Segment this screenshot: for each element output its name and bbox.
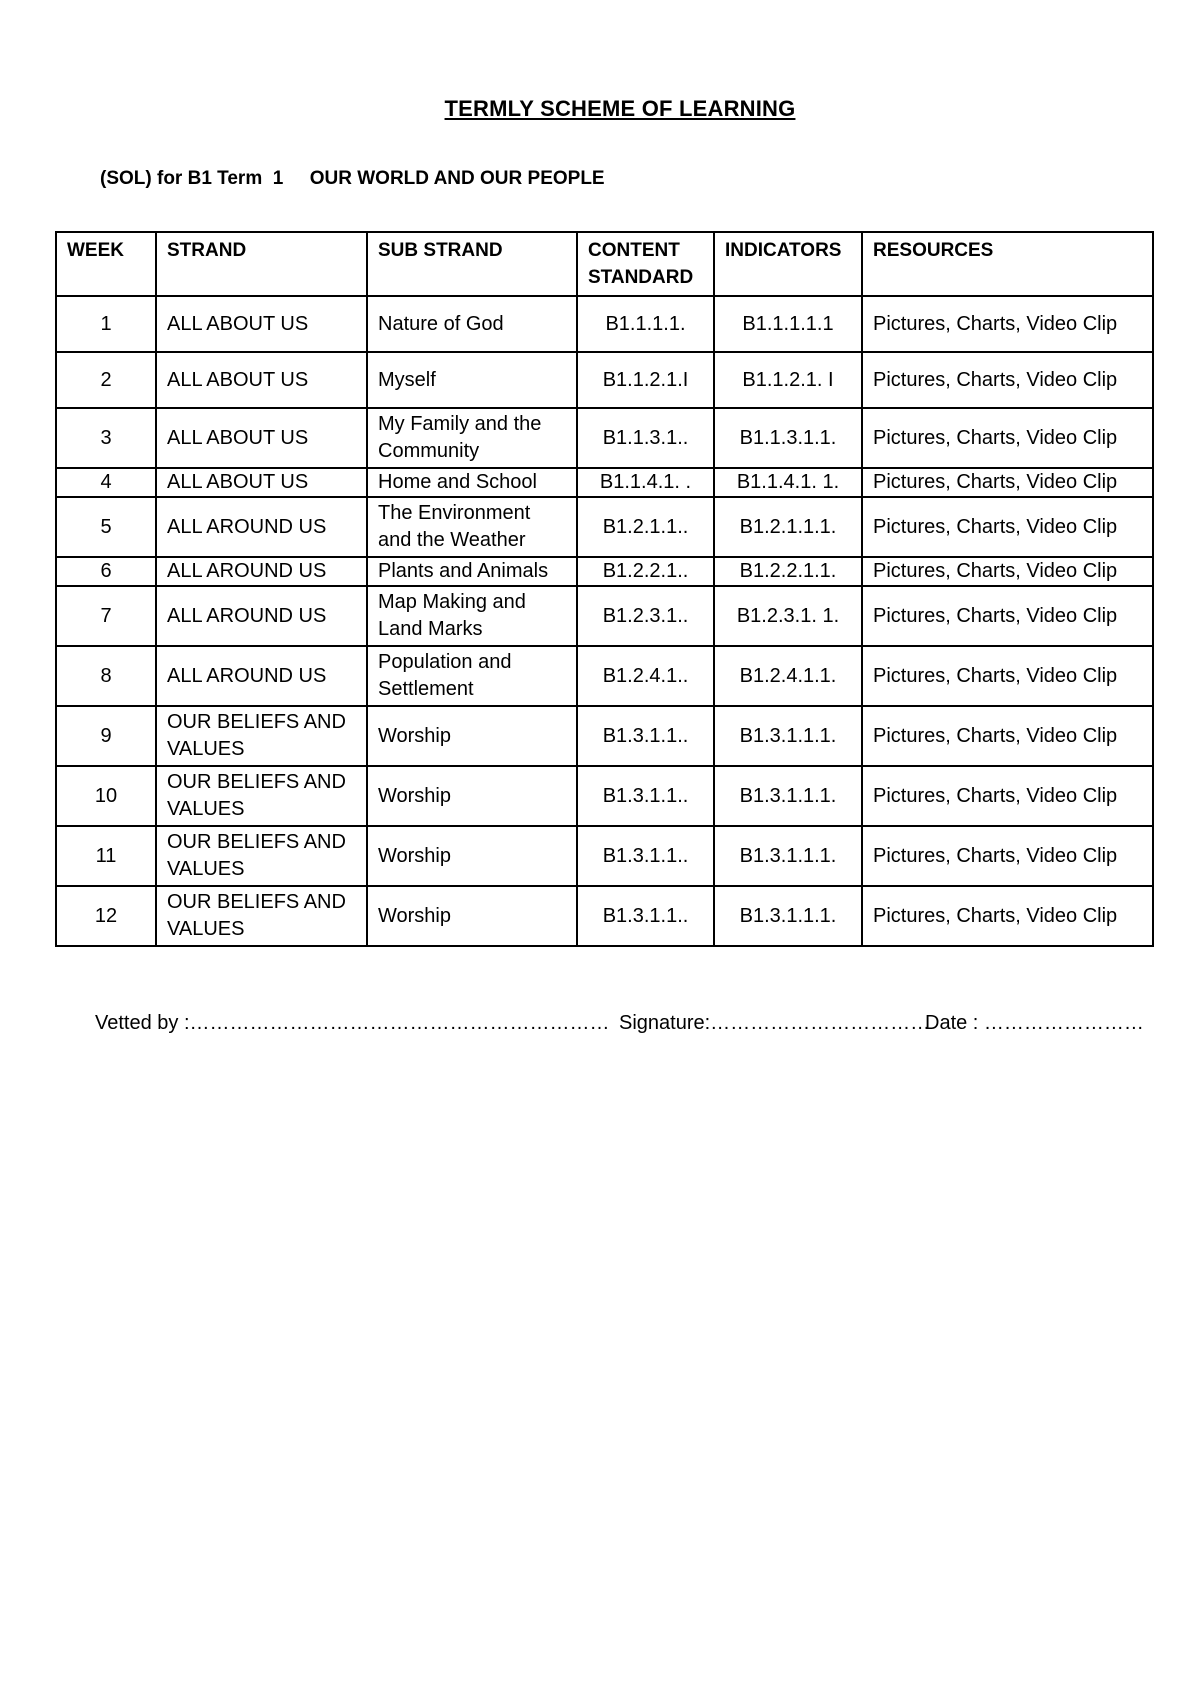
table-row <box>56 886 1153 946</box>
cell-week: 10 <box>56 766 156 826</box>
cell-strand: ALL AROUND US <box>156 497 367 557</box>
cell-strand: ALL AROUND US <box>156 557 367 586</box>
cell-strand: OUR BELIEFS AND VALUES <box>156 826 367 886</box>
cell-resources: Pictures, Charts, Video Clip <box>862 646 1153 706</box>
cell-week: 8 <box>56 646 156 706</box>
scheme-of-learning-table <box>55 231 1154 947</box>
cell-indicators: B1.2.3.1. 1. <box>714 586 862 646</box>
cell-resources: Pictures, Charts, Video Clip <box>862 826 1153 886</box>
cell-indicators: B1.3.1.1.1. <box>714 826 862 886</box>
cell-content-standard: B1.3.1.1.. <box>577 766 714 826</box>
table-row <box>56 646 1153 706</box>
page-title: TERMLY SCHEME OF LEARNING <box>444 96 796 121</box>
cell-content-standard: B1.2.2.1.. <box>577 557 714 586</box>
table-row <box>56 352 1153 408</box>
cell-indicators: B1.3.1.1.1. <box>714 706 862 766</box>
cell-strand: OUR BELIEFS AND VALUES <box>156 766 367 826</box>
cell-content-standard: B1.1.4.1. . <box>577 468 714 497</box>
cell-sub-strand: Nature of God <box>367 296 577 352</box>
cell-strand: ALL ABOUT US <box>156 352 367 408</box>
subtitle-class-term: (SOL) for B1 Term 1 <box>100 168 284 189</box>
cell-indicators: B1.1.3.1.1. <box>714 408 862 468</box>
cell-week: 4 <box>56 468 156 497</box>
cell-resources: Pictures, Charts, Video Clip <box>862 886 1153 946</box>
cell-week: 3 <box>56 408 156 468</box>
cell-resources: Pictures, Charts, Video Clip <box>862 296 1153 352</box>
cell-strand: OUR BELIEFS AND VALUES <box>156 706 367 766</box>
cell-resources: Pictures, Charts, Video Clip <box>862 468 1153 497</box>
cell-week: 5 <box>56 497 156 557</box>
cell-resources: Pictures, Charts, Video Clip <box>862 586 1153 646</box>
cell-week: 1 <box>56 296 156 352</box>
table-row <box>56 706 1153 766</box>
cell-content-standard: B1.3.1.1.. <box>577 886 714 946</box>
cell-content-standard: B1.2.3.1.. <box>577 586 714 646</box>
table-row <box>56 296 1153 352</box>
cell-strand: ALL ABOUT US <box>156 296 367 352</box>
cell-sub-strand: The Environment and the Weather <box>367 497 577 557</box>
cell-indicators: B1.1.2.1. I <box>714 352 862 408</box>
cell-content-standard: B1.1.3.1.. <box>577 408 714 468</box>
cell-sub-strand: Population and Settlement <box>367 646 577 706</box>
cell-indicators: B1.1.1.1.1 <box>714 296 862 352</box>
table-row <box>56 826 1153 886</box>
cell-sub-strand: Myself <box>367 352 577 408</box>
cell-strand: ALL AROUND US <box>156 646 367 706</box>
header-indicators: INDICATORS <box>714 232 862 296</box>
cell-sub-strand: Home and School <box>367 468 577 497</box>
subtitle <box>100 168 605 190</box>
cell-content-standard: B1.3.1.1.. <box>577 826 714 886</box>
cell-indicators: B1.1.4.1. 1. <box>714 468 862 497</box>
header-content-standard <box>577 232 714 296</box>
cell-content-standard: B1.3.1.1.. <box>577 706 714 766</box>
cell-week: 9 <box>56 706 156 766</box>
cell-strand: ALL ABOUT US <box>156 468 367 497</box>
cell-sub-strand: My Family and the Community <box>367 408 577 468</box>
cell-indicators: B1.3.1.1.1. <box>714 766 862 826</box>
cell-content-standard: B1.1.2.1.I <box>577 352 714 408</box>
header-strand: STRAND <box>156 232 367 296</box>
cell-week: 11 <box>56 826 156 886</box>
cell-content-standard: B1.2.1.1.. <box>577 497 714 557</box>
cell-sub-strand: Worship <box>367 706 577 766</box>
vetted-by-line: Vetted by :……………………………………………………… <box>95 1012 610 1034</box>
cell-indicators: B1.2.2.1.1. <box>714 557 862 586</box>
cell-week: 7 <box>56 586 156 646</box>
cell-resources: Pictures, Charts, Video Clip <box>862 706 1153 766</box>
header-content-standard-line2: STANDARD <box>588 267 694 288</box>
header-week: WEEK <box>56 232 156 296</box>
table-row <box>56 408 1153 468</box>
cell-content-standard: B1.2.4.1.. <box>577 646 714 706</box>
date-line: Date : …………………… <box>925 1012 1144 1034</box>
cell-sub-strand: Map Making and Land Marks <box>367 586 577 646</box>
cell-resources: Pictures, Charts, Video Clip <box>862 408 1153 468</box>
header-resources: RESOURCES <box>862 232 1153 296</box>
cell-week: 2 <box>56 352 156 408</box>
cell-strand: OUR BELIEFS AND VALUES <box>156 886 367 946</box>
header-sub-strand: SUB STRAND <box>367 232 577 296</box>
cell-content-standard: B1.1.1.1. <box>577 296 714 352</box>
table-row <box>56 766 1153 826</box>
cell-resources: Pictures, Charts, Video Clip <box>862 352 1153 408</box>
subtitle-subject: OUR WORLD AND OUR PEOPLE <box>309 168 605 189</box>
signature-line: Signature:…………………………… <box>619 1012 931 1034</box>
cell-sub-strand: Worship <box>367 826 577 886</box>
cell-sub-strand: Worship <box>367 766 577 826</box>
cell-indicators: B1.2.1.1.1. <box>714 497 862 557</box>
cell-indicators: B1.2.4.1.1. <box>714 646 862 706</box>
cell-week: 12 <box>56 886 156 946</box>
cell-resources: Pictures, Charts, Video Clip <box>862 497 1153 557</box>
cell-sub-strand: Plants and Animals <box>367 557 577 586</box>
cell-indicators: B1.3.1.1.1. <box>714 886 862 946</box>
cell-strand: ALL AROUND US <box>156 586 367 646</box>
cell-resources: Pictures, Charts, Video Clip <box>862 557 1153 586</box>
cell-week: 6 <box>56 557 156 586</box>
cell-resources: Pictures, Charts, Video Clip <box>862 766 1153 826</box>
header-content-standard-line1: CONTENT <box>588 240 680 261</box>
cell-strand: ALL ABOUT US <box>156 408 367 468</box>
table-row <box>56 497 1153 557</box>
table-row <box>56 468 1153 497</box>
table-row <box>56 586 1153 646</box>
table-row <box>56 557 1153 586</box>
table-header-row <box>56 232 1153 296</box>
cell-sub-strand: Worship <box>367 886 577 946</box>
